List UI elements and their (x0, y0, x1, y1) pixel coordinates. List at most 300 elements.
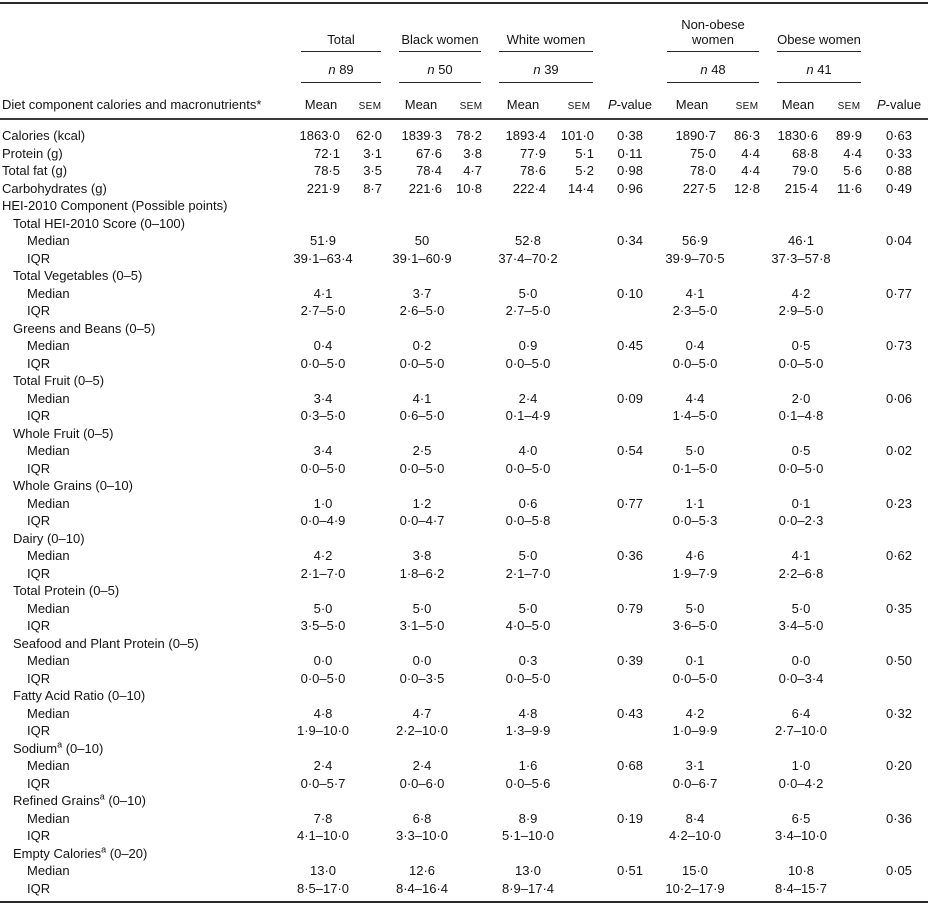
sem-cell: 101·0 (560, 128, 594, 143)
stat-cell: 0·0–5·6 (505, 775, 551, 791)
stat-cell: 0·1–5·0 (672, 460, 718, 476)
pvalue-cell (870, 775, 928, 793)
stat-cell: 0·4 (685, 338, 705, 353)
mean-cell: 221·6 (408, 180, 442, 196)
stat-cell: 0·5 (791, 338, 811, 353)
footnote-marker: a (101, 844, 107, 855)
row-label: Median (27, 443, 70, 458)
mean-cell: 1890·7 (675, 128, 716, 143)
stat-cell: 8·5–17·0 (296, 880, 350, 896)
stat-cell: 0·1–4·9 (505, 408, 551, 423)
column-header-sem: SEM (726, 83, 768, 119)
sem-cell: 11·6 (836, 180, 863, 196)
pvalue-cell: 0·54 (616, 443, 644, 458)
stat-cell: 8·9–17·4 (501, 880, 555, 896)
row-label: Fatty Acid Ratio (0–10) (13, 688, 146, 703)
table-row (0, 792, 928, 810)
pvalue-cell: 0·35 (886, 600, 913, 616)
pvalue-cell: 0·32 (886, 705, 913, 721)
table-row (0, 285, 928, 303)
pvalue-cell (870, 565, 928, 583)
sem-cell: 4·4 (843, 145, 863, 161)
stat-cell: 2·5 (412, 443, 432, 458)
pvalue-cell (870, 827, 928, 845)
stat-cell: 4·2 (313, 548, 333, 563)
table-row (0, 477, 928, 495)
pvalue-cell (602, 880, 658, 903)
diet-table (0, 2, 928, 903)
table-row (0, 390, 928, 408)
stat-cell: 2·7–10·0 (774, 723, 828, 738)
row-label: Median (27, 390, 70, 406)
table-row (0, 722, 928, 740)
stat-cell: 2·7–5·0 (300, 303, 346, 318)
table-row (0, 162, 928, 180)
table-row (0, 460, 928, 478)
mean-cell: 78·0 (689, 163, 716, 178)
mean-cell: 78·4 (415, 163, 442, 178)
column-header-sem: SEM (828, 83, 870, 119)
stat-cell: 4·1 (313, 285, 333, 301)
row-label: IQR (27, 723, 51, 738)
stat-cell: 0·0–3·4 (778, 670, 824, 686)
n-white-women: n 39 (490, 52, 602, 83)
stat-cell: 0·0–6·0 (399, 775, 445, 791)
pvalue-cell: 0·10 (616, 285, 644, 301)
row-label: Median (27, 285, 70, 301)
mean-cell: 1839·3 (401, 128, 442, 143)
stat-cell: 0·0 (412, 653, 432, 668)
pvalue-cell (602, 407, 658, 425)
pvalue-cell (870, 722, 928, 740)
table-row (0, 687, 928, 705)
table-row (0, 600, 928, 618)
stat-cell: 5·0 (791, 600, 811, 616)
mean-cell: 1830·6 (777, 128, 818, 143)
table-row (0, 302, 928, 320)
mean-cell: 67·6 (415, 145, 442, 161)
pvalue-cell (602, 512, 658, 530)
row-label: IQR (27, 828, 51, 843)
column-header-mean: Mean (768, 83, 828, 119)
stat-cell: 1·0–9·9 (672, 723, 718, 738)
stat-cell: 0·0–2·3 (778, 513, 824, 528)
stat-cell: 0·9 (518, 338, 538, 353)
table-row (0, 355, 928, 373)
pvalue-cell: 0·33 (886, 145, 913, 161)
row-label: Whole Grains (0–10) (13, 478, 133, 493)
n-obese-women: n 41 (768, 52, 870, 83)
stat-cell: 1·9–10·0 (296, 723, 350, 738)
row-label: IQR (27, 670, 51, 686)
stat-cell: 15·0 (681, 863, 709, 878)
stat-cell: 1·3–9·9 (505, 723, 551, 738)
sem-cell: 5·2 (575, 163, 594, 178)
table-row (0, 705, 928, 723)
pvalue-cell: 0·77 (886, 285, 913, 301)
stat-cell: 0·0–5·0 (778, 460, 824, 476)
group-header-black-women: Black women (390, 3, 490, 52)
table-row (0, 845, 928, 863)
stat-cell: 3·7 (412, 285, 432, 301)
pvalue-cell (870, 670, 928, 688)
stat-cell: 1·2 (412, 495, 432, 511)
pvalue-cell: 0·38 (616, 128, 644, 143)
row-label: Carbohydrates (g) (2, 180, 107, 196)
pvalue-cell: 0·06 (886, 390, 913, 406)
row-label: Sodium$^a$ (0–10) (13, 739, 104, 756)
table-row (0, 827, 928, 845)
pvalue-cell (870, 355, 928, 373)
table-row (0, 880, 928, 903)
stat-cell: 3·5–5·0 (300, 618, 346, 633)
stat-cell: 0·1 (685, 653, 705, 668)
stat-cell: 0·3 (518, 653, 538, 668)
sem-cell: 8·7 (363, 180, 382, 196)
pvalue-cell (602, 617, 658, 635)
table-row (0, 810, 928, 828)
stat-cell: 2·6–5·0 (399, 303, 445, 318)
sem-cell: 4·4 (741, 145, 760, 161)
pvalue-cell (870, 407, 928, 425)
stat-cell: 3·4 (313, 443, 333, 458)
stat-cell: 0·0 (313, 653, 333, 668)
stat-cell: 0·0 (791, 653, 811, 668)
stat-cell: 46·1 (787, 233, 815, 248)
stat-cell: 5·0 (412, 600, 432, 616)
stat-cell: 8·4–15·7 (774, 880, 828, 896)
stat-cell: 0·0–5·0 (778, 355, 824, 371)
sem-cell: 89·9 (835, 128, 863, 143)
sem-cell: 4·4 (741, 163, 760, 178)
stat-cell: 8·4–16·4 (395, 880, 449, 896)
stat-cell: 37·3–57·8 (771, 250, 831, 266)
row-label: Median (27, 233, 70, 248)
stat-cell: 4·7 (412, 705, 432, 721)
stat-cell: 51·9 (309, 233, 337, 248)
mean-cell: 227·5 (682, 180, 716, 196)
mean-cell: 1863·0 (299, 128, 340, 143)
spacer-cell (602, 3, 658, 52)
row-label: IQR (27, 565, 51, 581)
table-row (0, 425, 928, 443)
row-label: Seafood and Plant Protein (0–5) (13, 635, 199, 651)
pvalue-cell: 0·88 (886, 163, 913, 178)
row-label: Total HEI-2010 Score (0–100) (13, 215, 185, 231)
stat-cell: 0·0–5·3 (672, 513, 718, 528)
stat-cell: 0·0–5·8 (505, 513, 551, 528)
sem-cell: 62·0 (355, 128, 382, 143)
sem-cell: 3·1 (363, 145, 382, 161)
stat-cell: 4·1–10·0 (296, 828, 350, 843)
table-row (0, 180, 928, 198)
row-label: Total fat (g) (2, 163, 68, 178)
stat-cell: 4·2 (685, 705, 705, 721)
pvalue-cell: 0·49 (886, 180, 913, 196)
stat-cell: 0·0–5·0 (399, 460, 445, 476)
pvalue-cell (602, 355, 658, 373)
stat-cell: 1·0 (313, 495, 333, 511)
column-header-mean: Mean (390, 83, 452, 119)
table-header (0, 3, 928, 119)
table-row (0, 530, 928, 548)
stat-cell: 8·4 (685, 810, 705, 826)
stat-cell: 4·6 (685, 548, 705, 563)
stat-cell: 4·2–10·0 (668, 828, 722, 843)
stat-cell: 56·9 (681, 233, 709, 248)
stat-cell: 1·9–7·9 (672, 565, 718, 581)
stat-cell: 0·1–4·8 (778, 408, 824, 423)
stat-cell: 0·0–5·0 (399, 355, 445, 371)
pvalue-cell: 0·96 (616, 180, 644, 196)
sem-cell: 86·3 (733, 128, 760, 143)
column-header-pvalue: P-value (870, 83, 928, 119)
pvalue-cell: 0·34 (616, 233, 644, 248)
stat-cell: 10·8 (787, 863, 815, 878)
pvalue-cell (602, 302, 658, 320)
stat-cell: 4·8 (518, 705, 538, 721)
column-header-mean: Mean (490, 83, 556, 119)
stat-cell: 37·4–70·2 (498, 250, 558, 266)
pvalue-cell (602, 722, 658, 740)
mean-cell: 72·1 (313, 145, 340, 161)
column-header-mean: Mean (292, 83, 350, 119)
stat-cell: 1·0 (791, 758, 811, 773)
stat-cell: 5·0 (518, 548, 538, 563)
pvalue-cell: 0·36 (886, 810, 913, 826)
stat-cell: 2·1–7·0 (300, 565, 346, 581)
mean-cell: 75·0 (689, 145, 716, 161)
table-row (0, 337, 928, 355)
n-total: n 89 (292, 52, 390, 83)
stat-cell: 3·4–10·0 (774, 828, 828, 843)
stat-cell: 52·8 (514, 233, 542, 248)
stat-cell: 39·1–60·9 (392, 250, 452, 266)
stat-cell: 4·1 (791, 548, 811, 563)
pvalue-cell: 0·50 (886, 653, 913, 668)
column-header-sem: SEM (452, 83, 490, 119)
pvalue-cell: 0·43 (616, 705, 644, 721)
pvalue-cell: 0·20 (886, 758, 913, 773)
pvalue-cell: 0·23 (886, 495, 913, 511)
stat-cell: 4·4 (685, 390, 705, 406)
row-label: Median (27, 758, 70, 773)
sem-cell: 4·7 (463, 163, 482, 178)
mean-cell: 215·4 (784, 180, 818, 196)
stat-cell: 0·5 (791, 443, 811, 458)
pvalue-cell: 0·39 (616, 653, 644, 668)
stat-cell: 1·4–5·0 (672, 408, 718, 423)
table-row (0, 512, 928, 530)
stat-cell: 3·1–5·0 (399, 618, 445, 633)
stat-cell: 2·9–5·0 (778, 303, 824, 318)
stat-cell: 2·2–10·0 (395, 723, 449, 738)
stat-cell: 5·0 (518, 600, 538, 616)
table-row (0, 267, 928, 285)
table-body (0, 119, 928, 902)
stat-cell: 0·0–4·9 (300, 513, 346, 528)
stat-cell: 0·0–5·0 (505, 460, 551, 476)
stat-cell: 2·4 (313, 758, 333, 773)
table-row (0, 495, 928, 513)
footnote-marker: a (57, 739, 63, 750)
stat-cell: 12·6 (408, 863, 436, 878)
row-label: IQR (27, 355, 51, 371)
pvalue-cell: 0·62 (886, 548, 913, 563)
stat-cell: 8·9 (518, 810, 538, 826)
group-header-row (0, 3, 928, 52)
stat-cell: 7·8 (313, 810, 333, 826)
row-label: Median (27, 548, 70, 563)
table-row (0, 232, 928, 250)
stat-cell: 3·3–10·0 (395, 828, 449, 843)
stat-cell: 39·9–70·5 (665, 250, 725, 266)
pvalue-cell (870, 302, 928, 320)
pvalue-cell: 0·51 (616, 863, 644, 878)
stat-cell: 1·8–6·2 (399, 565, 445, 581)
row-label: Median (27, 653, 70, 668)
table-row (0, 565, 928, 583)
pvalue-cell (602, 460, 658, 478)
row-label: IQR (27, 775, 51, 791)
stat-cell: 4·0 (518, 443, 538, 458)
row-label: Dairy (0–10) (13, 530, 85, 546)
table-row (0, 670, 928, 688)
mean-cell: 68·8 (791, 145, 818, 161)
stat-cell: 1·6 (518, 758, 538, 773)
table-row (0, 145, 928, 163)
pvalue-cell: 0·68 (616, 758, 644, 773)
table-row (0, 197, 928, 215)
stat-cell: 6·4 (791, 705, 811, 721)
stat-cell: 3·8 (412, 548, 432, 563)
stat-cell: 3·4–5·0 (778, 618, 824, 633)
stat-cell: 0·6 (518, 495, 538, 511)
footnote-marker: a (99, 791, 105, 802)
pvalue-cell (602, 775, 658, 793)
row-label: Total Protein (0–5) (13, 583, 120, 598)
mean-cell: 222·4 (512, 180, 546, 196)
stat-cell: 13·0 (514, 863, 542, 878)
row-label: Total Fruit (0–5) (13, 373, 105, 388)
stat-cell: 0·0–3·5 (399, 670, 445, 686)
stat-cell: 4·1 (412, 390, 432, 406)
pvalue-cell: 0·02 (886, 443, 913, 458)
pvalue-cell (602, 565, 658, 583)
row-label: IQR (27, 250, 51, 266)
stat-cell: 0·0–5·0 (672, 355, 718, 371)
stat-cell: 3·4 (313, 390, 333, 406)
sem-cell: 3·8 (463, 145, 482, 161)
column-header-sem: SEM (350, 83, 390, 119)
mean-cell: 77·9 (519, 145, 546, 161)
row-label: Median (27, 600, 70, 616)
column-header-sem: SEM (556, 83, 602, 119)
table-row (0, 119, 928, 145)
stat-cell: 0·0–6·7 (672, 775, 718, 791)
table-row (0, 652, 928, 670)
row-label: IQR (27, 460, 51, 476)
pvalue-cell: 0·63 (886, 128, 913, 143)
row-label: Refined Grains$^a$ (0–10) (13, 791, 146, 808)
pvalue-cell: 0·04 (886, 233, 913, 248)
table-row (0, 442, 928, 460)
stat-cell: 0·0–5·0 (672, 670, 718, 686)
pvalue-cell: 0·19 (616, 810, 644, 826)
stat-cell: 3·1 (685, 758, 705, 773)
sem-cell: 78·2 (455, 128, 482, 143)
table-row (0, 757, 928, 775)
stat-cell: 0·0–5·0 (505, 355, 551, 371)
stat-cell: 1·1 (685, 495, 705, 511)
mean-cell: 78·5 (313, 163, 340, 178)
stat-cell: 2·4 (518, 390, 538, 406)
stat-cell: 5·0 (518, 285, 538, 301)
pvalue-cell (870, 460, 928, 478)
row-label: IQR (27, 880, 51, 896)
row-label: Calories (kcal) (2, 128, 86, 143)
stat-cell: 10·2–17·9 (665, 880, 725, 896)
table-row (0, 250, 928, 268)
pvalue-cell (870, 617, 928, 635)
row-label: HEI-2010 Component (Possible points) (2, 198, 228, 213)
pvalue-cell (870, 512, 928, 530)
row-label: Total Vegetables (0–5) (13, 268, 143, 283)
stat-cell: 0·6–5·0 (399, 408, 445, 423)
table-row (0, 372, 928, 390)
stat-cell: 4·8 (313, 705, 333, 721)
stat-cell: 2·0 (791, 390, 811, 406)
stat-cell: 6·8 (412, 810, 432, 826)
group-header-obese-women: Obese women (768, 3, 870, 52)
sem-cell: 5·6 (843, 163, 863, 178)
table-row (0, 775, 928, 793)
stat-cell: 3·6–5·0 (672, 618, 718, 633)
table-row (0, 547, 928, 565)
stat-cell: 50 (414, 233, 430, 248)
row-label: Median (27, 495, 70, 511)
stat-cell: 0·0–5·7 (300, 775, 346, 791)
table-row (0, 862, 928, 880)
pvalue-cell: 0·45 (616, 338, 644, 353)
pvalue-cell: 0·36 (616, 548, 644, 563)
row-label: Median (27, 863, 70, 878)
column-header-mean: Mean (658, 83, 726, 119)
row-label: Whole Fruit (0–5) (13, 425, 114, 441)
row-label: IQR (27, 618, 51, 633)
pvalue-cell: 0·98 (616, 163, 644, 178)
sem-cell: 10·8 (455, 180, 482, 196)
stat-cell: 0·1 (791, 495, 811, 511)
table-row (0, 617, 928, 635)
stat-cell: 4·0–5·0 (505, 618, 551, 633)
row-label: Median (27, 810, 70, 826)
mean-cell: 79·0 (791, 163, 818, 178)
stat-cell: 0·0–5·0 (505, 670, 551, 686)
pvalue-cell (602, 250, 658, 268)
stat-cell: 39·1–63·4 (293, 250, 353, 266)
spacer-cell (870, 52, 928, 83)
table-row (0, 320, 928, 338)
table-row (0, 215, 928, 233)
pvalue-cell: 0·77 (616, 495, 644, 511)
pvalue-cell (870, 880, 928, 903)
stat-cell: 0·3–5·0 (300, 408, 346, 423)
table-row (0, 582, 928, 600)
pvalue-cell: 0·79 (616, 600, 644, 616)
stat-cell: 0·0–5·0 (300, 355, 346, 371)
row-label: Protein (g) (2, 145, 63, 161)
